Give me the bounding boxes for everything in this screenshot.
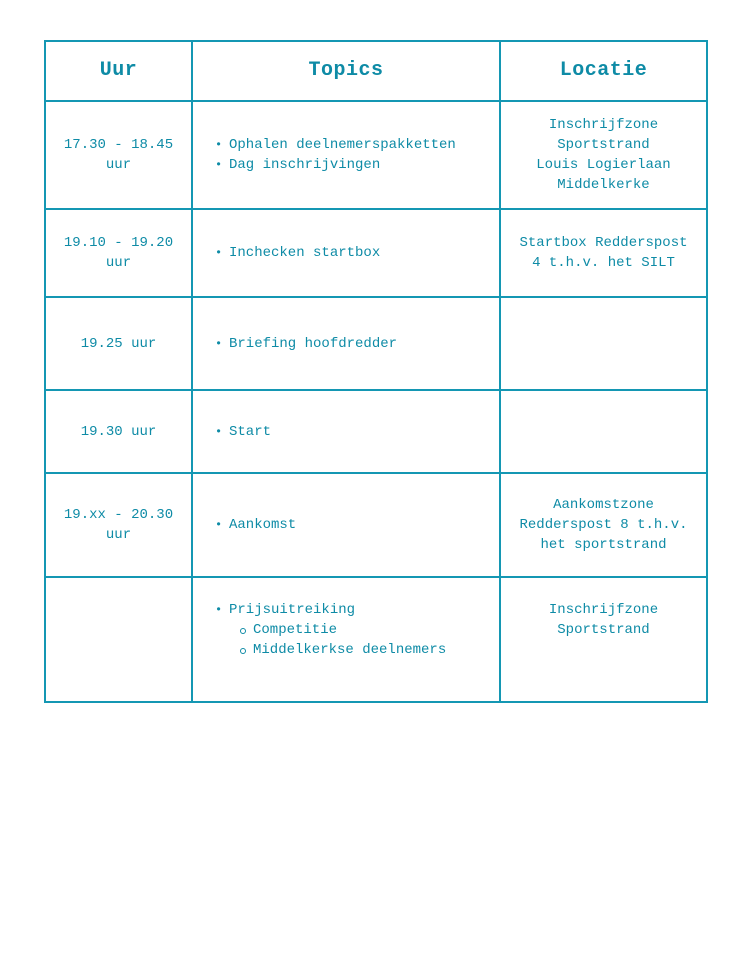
table-row <box>45 390 707 473</box>
time-line: uur <box>105 157 132 173</box>
location-line: Inschrijfzone <box>548 602 659 618</box>
location-cell <box>500 101 707 209</box>
topic-item: • Inchecken startbox <box>215 243 489 263</box>
topic-item: • Ophalen deelnemerspakketten <box>215 135 489 155</box>
time-cell <box>45 473 192 577</box>
location-cell <box>500 577 707 702</box>
time-cell <box>45 297 192 390</box>
location-line: het sportstrand <box>540 537 667 553</box>
topic-item <box>215 600 489 660</box>
topic-item-label: Prijsuitreiking <box>229 602 356 618</box>
time-line: 19.25 uur <box>80 335 157 352</box>
time-line: 19.30 uur <box>80 423 157 440</box>
time-line: uur <box>105 255 132 271</box>
header-locatie: Locatie <box>500 41 707 101</box>
location-line: Sportstrand <box>557 137 650 153</box>
header-row <box>45 41 707 101</box>
location-cell <box>500 297 707 390</box>
subtopic-item: Competitie <box>239 620 489 640</box>
location-line: Louis Logierlaan <box>536 157 671 173</box>
topic-list <box>215 422 489 442</box>
time-line: uur <box>105 527 132 543</box>
location-line: Sportstrand <box>557 622 650 638</box>
topic-item: • Start <box>215 422 489 442</box>
time-line: 19.10 - 19.20 <box>63 235 174 251</box>
location-cell <box>500 473 707 577</box>
topics-cell <box>192 297 500 390</box>
time-cell <box>45 101 192 209</box>
time-cell <box>45 390 192 473</box>
location-cell <box>500 390 707 473</box>
location-line: Middelkerke <box>557 177 650 193</box>
topic-list <box>215 243 489 263</box>
location-line: Startbox Redderspost <box>519 235 688 251</box>
topics-cell <box>192 390 500 473</box>
topics-cell <box>192 577 500 702</box>
location-line: Inschrijfzone <box>548 117 659 133</box>
table-row <box>45 473 707 577</box>
time-line: 17.30 - 18.45 <box>63 137 174 153</box>
table-row <box>45 577 707 702</box>
topic-item: • Briefing hoofdredder <box>215 334 489 354</box>
schedule-table <box>44 40 708 703</box>
header-uur: Uur <box>45 41 192 101</box>
topic-list <box>215 600 489 660</box>
table-row <box>45 297 707 390</box>
header-topics: Topics <box>192 41 500 101</box>
topics-cell <box>192 101 500 209</box>
location-line: Redderspost 8 t.h.v. <box>519 517 688 533</box>
location-line: Aankomstzone <box>553 497 654 513</box>
topic-item: • Dag inschrijvingen <box>215 155 489 175</box>
topics-cell <box>192 473 500 577</box>
time-cell <box>45 209 192 297</box>
topic-item: • Aankomst <box>215 515 489 535</box>
location-cell <box>500 209 707 297</box>
topics-cell <box>192 209 500 297</box>
topic-list <box>215 334 489 354</box>
table-row <box>45 209 707 297</box>
topic-list <box>215 135 489 175</box>
topic-list <box>215 515 489 535</box>
time-cell <box>45 577 192 702</box>
table-row <box>45 101 707 209</box>
location-line: 4 t.h.v. het SILT <box>532 255 675 271</box>
subtopic-list <box>229 620 489 660</box>
time-line: 19.xx - 20.30 <box>63 507 174 523</box>
subtopic-item: Middelkerkse deelnemers <box>239 640 489 660</box>
